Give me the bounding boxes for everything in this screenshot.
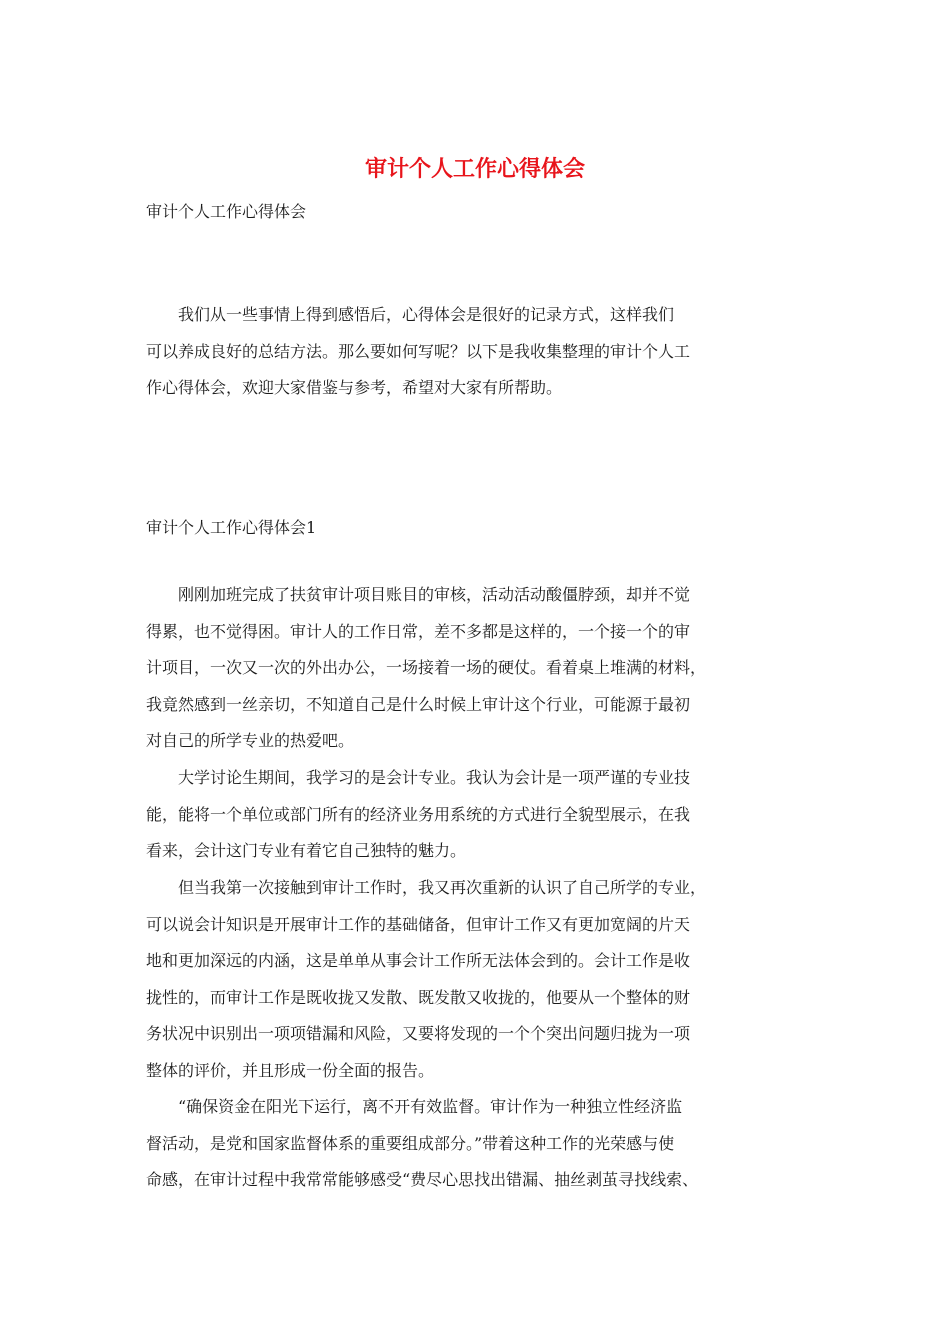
text-line: 作心得体会，欢迎大家借鉴与参考，希望对大家有所帮助。 xyxy=(146,378,563,397)
intro-paragraph xyxy=(146,297,814,407)
text-line: 但当我第一次接触到审计工作时，我又再次重新的认识了自己所学的专业， xyxy=(146,878,707,897)
text-line: 大学讨论生期间，我学习的是会计专业。我认为会计是一项严谨的专业技 xyxy=(146,768,691,787)
text-line: 对自己的所学专业的热爱吧。 xyxy=(146,731,355,750)
text-line: 能，能将一个单位或部门所有的经济业务用系统的方式进行全貌型展示，在我 xyxy=(146,804,691,824)
text-line: 命感，在审计过程中我常常能够感受“费尽心思找出错漏、抽丝剥茧寻找线索、 xyxy=(146,1170,699,1189)
text-line: 我竟然感到一丝亲切，不知道自己是什么时候上审计这个行业，可能源于最初 xyxy=(146,694,691,714)
text-line: 务状况中识别出一项项错漏和风险，又要将发现的一个个突出问题归拢为一项 xyxy=(146,1024,691,1043)
section-heading: 审计个人工作心得体会1 xyxy=(146,518,317,537)
document-subtitle: 审计个人工作心得体会 xyxy=(146,202,307,221)
text-line: “确保资金在阳光下运行，离不开有效监督。审计作为一种独立性经济监 xyxy=(146,1097,683,1116)
text-line: 可以养成良好的总结方法。那么要如何写呢？以下是我收集整理的审计个人工 xyxy=(146,341,691,361)
text-line: 可以说会计知识是开展审计工作的基础储备，但审计工作又有更加宽阔的片天 xyxy=(146,914,691,934)
paragraph-4 xyxy=(146,1089,814,1199)
paragraph-2 xyxy=(146,760,814,870)
text-line: 拢性的，而审计工作是既收拢又发散、既发散又收拢的，他要从一个整体的财 xyxy=(146,987,691,1007)
paragraph-1 xyxy=(146,577,814,760)
text-line: 整体的评价，并且形成一份全面的报告。 xyxy=(146,1060,435,1080)
text-line: 得累，也不觉得困。审计人的工作日常，差不多都是这样的，一个接一个的审 xyxy=(146,621,691,641)
text-line: 计项目，一次又一次的外出办公，一场接着一场的硬仗。看着桌上堆满的材料， xyxy=(146,658,707,677)
text-line: 刚刚加班完成了扶贫审计项目账目的审核，活动活动酸僵脖颈，却并不觉 xyxy=(146,585,691,604)
text-line: 看来，会计这门专业有着它自己独特的魅力。 xyxy=(146,841,467,860)
paragraph-3 xyxy=(146,870,814,1089)
text-line: 督活动，是党和国家监督体系的重要组成部分。”带着这种工作的光荣感与使 xyxy=(146,1133,675,1153)
text-line: 地和更加深远的内涵，这是单单从事会计工作所无法体会到的。会计工作是收 xyxy=(146,951,691,970)
document-title: 审计个人工作心得体会 xyxy=(364,156,585,182)
text-line: 我们从一些事情上得到感悟后，心得体会是很好的记录方式，这样我们 xyxy=(146,305,675,324)
